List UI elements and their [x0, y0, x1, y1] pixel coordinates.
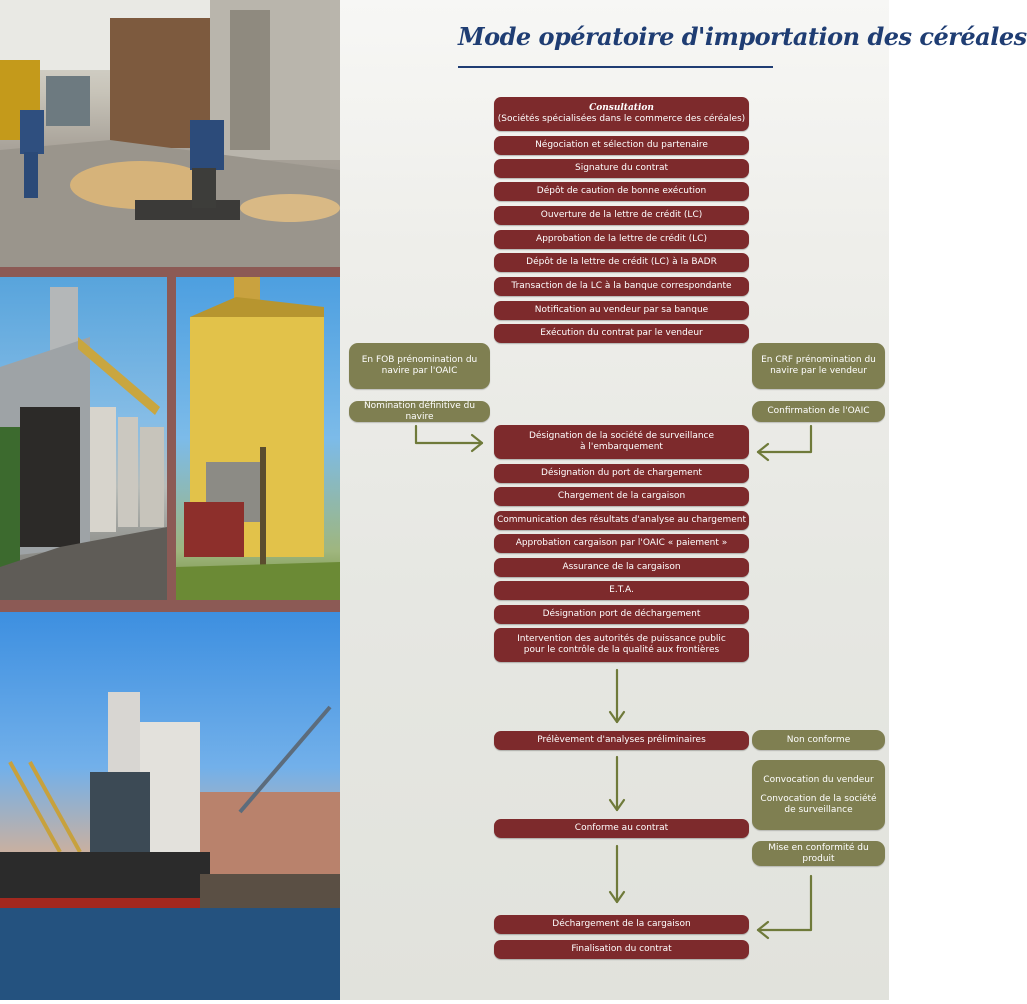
note-non-conforme	[752, 730, 885, 750]
step-label: E.T.A.	[609, 585, 634, 595]
note-nomination-label: Nomination définitive du navire	[363, 400, 476, 422]
step-societe-surveillance	[494, 425, 749, 459]
note-convocation-societe-line2: de surveillance	[784, 804, 853, 815]
step-label: Finalisation du contrat	[571, 944, 672, 954]
step-assurance	[494, 558, 749, 577]
step-label: Conforme au contrat	[574, 823, 669, 833]
grey-silo-illustration	[0, 277, 167, 600]
step-conforme	[494, 819, 749, 838]
note-fob-line1: En FOB prénomination du	[361, 355, 478, 365]
step-notification	[494, 301, 749, 320]
port-illustration	[0, 612, 340, 1000]
step-label: Approbation de la lettre de crédit (LC)	[536, 234, 707, 244]
step-label: Négociation et sélection du partenaire	[535, 140, 708, 150]
step-label: Notification au vendeur par sa banque	[534, 305, 709, 315]
note-nomination	[349, 401, 490, 422]
note-confirmation-label: Confirmation de l'OAIC	[767, 406, 870, 416]
step-prelevement	[494, 731, 749, 750]
step-chargement	[494, 487, 749, 506]
step-label-line2: pour le contrôle de la qualité aux frontières	[523, 645, 720, 655]
step-finalisation	[494, 940, 749, 959]
step-approbation-lc	[494, 230, 749, 249]
step-intervention-autorites	[494, 628, 749, 662]
step-negociation	[494, 136, 749, 155]
note-cfr	[752, 343, 885, 389]
step-consultation-text: (Sociétés spécialisées dans le commerce des céréales)	[497, 114, 746, 124]
yellow-silo-photo	[176, 277, 340, 600]
port-photo	[0, 612, 340, 1000]
step-label: Ouverture de la lettre de crédit (LC)	[540, 210, 703, 220]
step-label: Transaction de la LC à la banque correspondante	[511, 281, 732, 291]
title-underline	[458, 66, 773, 68]
step-label: Désignation port de déchargement	[542, 609, 701, 619]
step-label: Chargement de la cargaison	[557, 491, 686, 501]
note-confirmation	[752, 401, 885, 422]
page-title: Mode opératoire d'importation des céréales	[458, 22, 1027, 51]
note-mise-en-conformite-label: Mise en conformité du produit	[768, 842, 869, 864]
step-label-line2: à l'embarquement	[580, 442, 663, 452]
step-label: Approbation cargaison par l'OAIC « paiement »	[515, 538, 728, 548]
step-label: Désignation du port de chargement	[541, 468, 702, 478]
step-signature	[494, 159, 749, 178]
photo-collage	[0, 0, 340, 1000]
step-label: Assurance de la cargaison	[562, 562, 681, 572]
step-eta	[494, 581, 749, 600]
step-dechargement	[494, 915, 749, 934]
step-label: Déchargement de la cargaison	[552, 919, 691, 929]
step-label-line1: Intervention des autorités de puissance public	[517, 634, 726, 644]
step-port-dechargement	[494, 605, 749, 624]
note-non-conforme-label: Non conforme	[786, 734, 851, 745]
step-consultation-heading: Consultation	[589, 103, 654, 113]
note-convocation-societe-line1: Convocation de la société	[760, 793, 877, 804]
note-mise-en-conformite	[752, 841, 885, 866]
step-label: Exécution du contrat par le vendeur	[540, 328, 703, 338]
note-fob-line2: navire par l'OAIC	[381, 366, 458, 376]
note-convocations	[752, 760, 885, 830]
step-transaction-lc	[494, 277, 749, 296]
step-label: Dépôt de la lettre de crédit (LC) à la BADR	[526, 257, 717, 267]
note-fob	[349, 343, 490, 389]
grain-unloading-photo	[0, 0, 340, 267]
step-approbation-cargaison	[494, 534, 749, 553]
step-resultats-analyse	[494, 511, 749, 530]
step-consultation	[494, 97, 749, 131]
step-label: Signature du contrat	[575, 163, 668, 173]
step-depot-lc	[494, 253, 749, 272]
grain-unloading-illustration	[0, 0, 340, 267]
note-convocation-vendeur: Convocation du vendeur	[763, 774, 874, 785]
step-label: Communication des résultats d'analyse au chargement	[496, 515, 747, 525]
yellow-silo-illustration	[176, 277, 340, 600]
step-label-line1: Désignation de la société de surveillance	[528, 431, 715, 441]
grey-silo-photo	[0, 277, 167, 600]
step-ouverture-lc	[494, 206, 749, 225]
step-execution	[494, 324, 749, 343]
note-cfr-line2: navire par le vendeur	[770, 366, 867, 376]
note-cfr-line1: En CRF prénomination du	[761, 355, 876, 365]
step-label: Prélèvement d'analyses préliminaires	[537, 735, 706, 745]
step-label: Dépôt de caution de bonne exécution	[536, 186, 707, 196]
step-caution	[494, 182, 749, 201]
step-port-chargement	[494, 464, 749, 483]
